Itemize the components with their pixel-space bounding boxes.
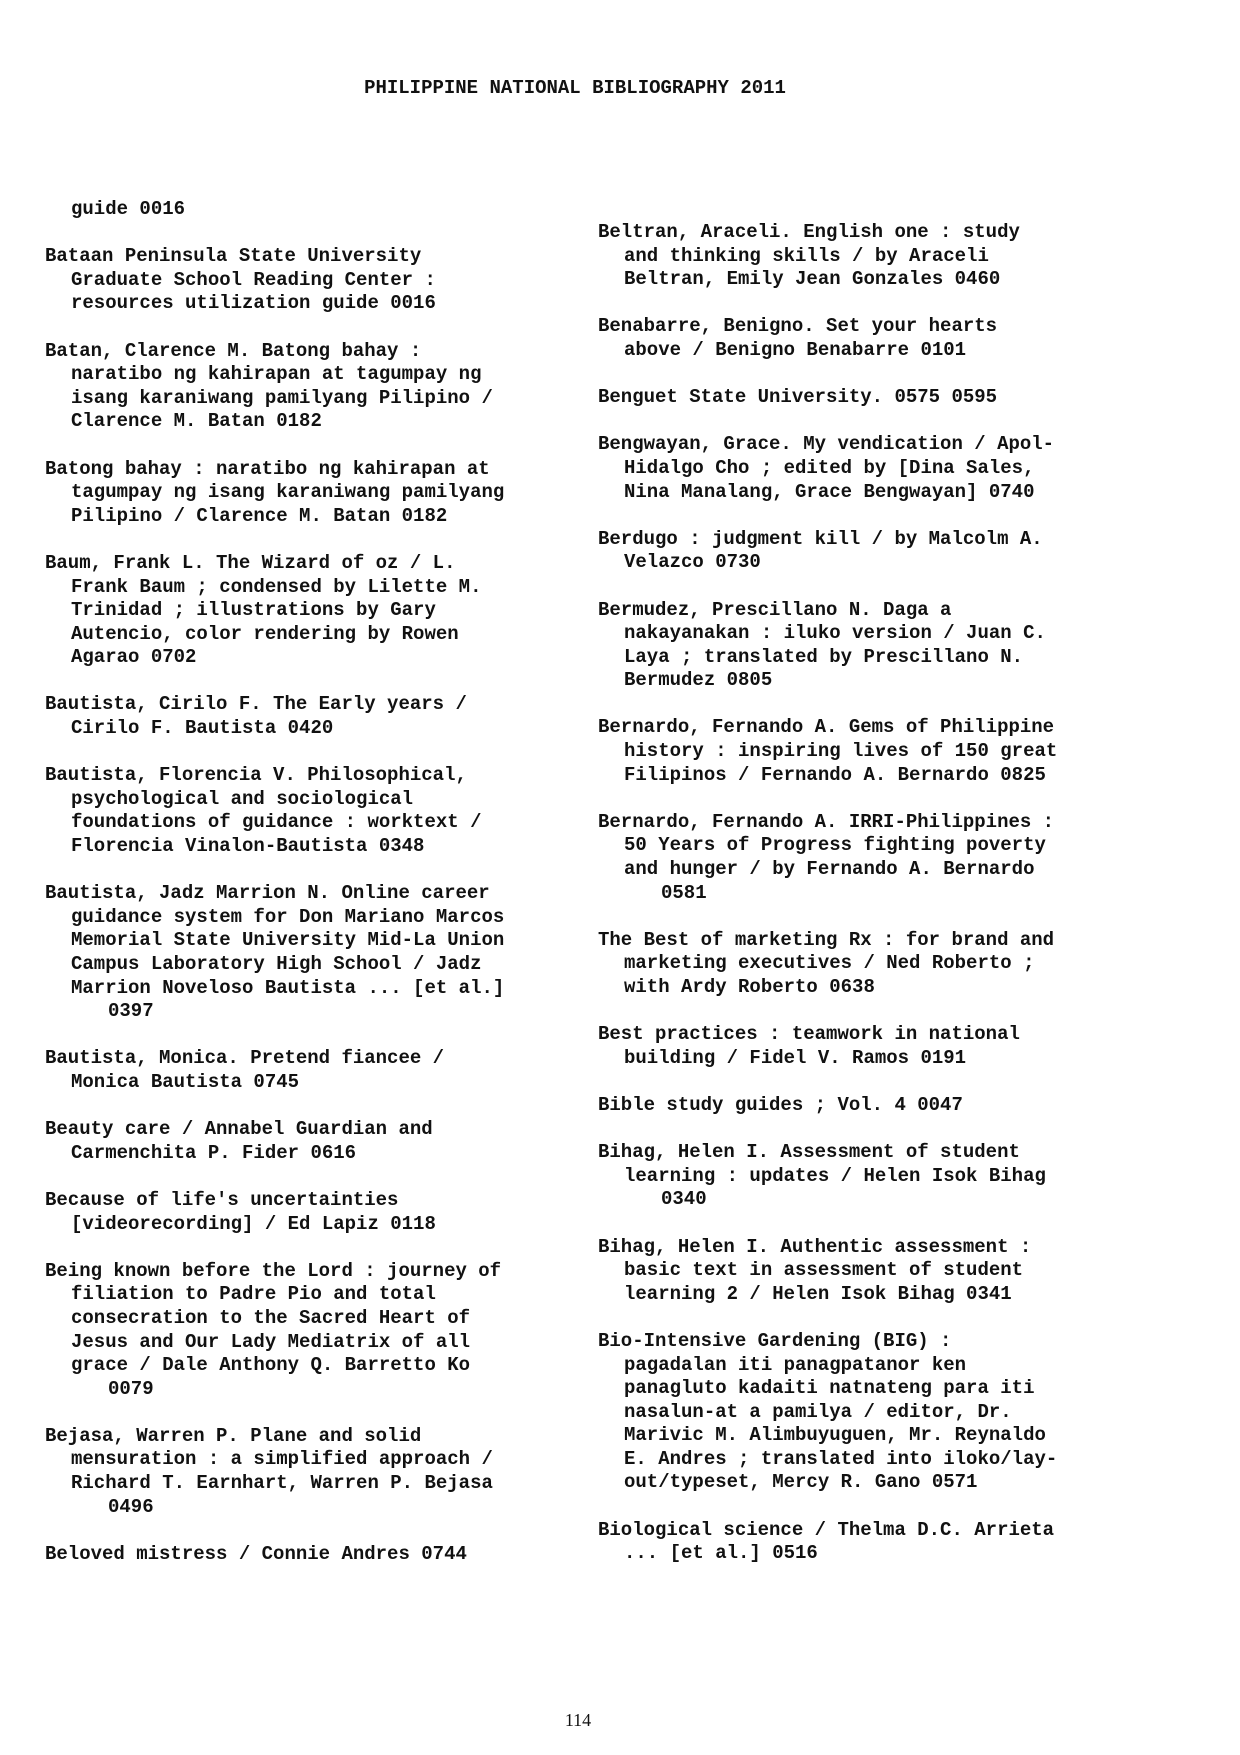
entry-line: mensuration : a simplified approach /: [71, 1448, 493, 1471]
entry-line: Bautista, Cirilo F. The Early years /: [45, 693, 467, 716]
bibliography-entry: [45, 1425, 600, 1519]
entry-line: Bermudez 0805: [624, 669, 773, 692]
entry-line: Marrion Noveloso Bautista ... [et al.]: [71, 976, 505, 999]
entry-line: above / Benigno Benabarre 0101: [624, 338, 967, 361]
bibliography-entry: [598, 929, 1158, 1000]
entry-line: 0496: [108, 1495, 154, 1518]
entry-line: Laya ; translated by Prescillano N.: [624, 645, 1024, 668]
entry-line: Bernardo, Fernando A. Gems of Philippine: [598, 716, 1055, 739]
entry-line: and thinking skills / by Araceli: [624, 244, 989, 267]
bibliography-entry: [598, 528, 1158, 575]
entry-line: tagumpay ng isang karaniwang pamilyang: [71, 481, 505, 504]
bibliography-entry: [45, 458, 600, 529]
entry-line: basic text in assessment of student: [624, 1259, 1024, 1282]
entry-line: Bataan Peninsula State University: [45, 245, 422, 268]
entry-line: grace / Dale Anthony Q. Barretto Ko: [71, 1354, 471, 1377]
entry-line: panagluto kadaiti natnateng para iti: [624, 1377, 1035, 1400]
entry-line: Being known before the Lord : journey of: [45, 1259, 502, 1282]
entry-line: with Ardy Roberto 0638: [624, 976, 875, 998]
bibliography-entry: [598, 811, 1158, 905]
bibliography-entry: [598, 1023, 1158, 1070]
bibliography-entry: [45, 1189, 600, 1236]
bibliography-entry: [598, 315, 1158, 362]
entry-line: Beloved mistress / Connie Andres 0744: [45, 1542, 467, 1565]
bibliography-entry: [598, 599, 1158, 693]
bibliography-entry: [598, 1141, 1158, 1212]
entry-line: isang karaniwang pamilyang Pilipino /: [71, 386, 493, 409]
entry-line: Because of life's uncertainties: [45, 1188, 399, 1211]
entry-line: Bautista, Jadz Marrion N. Online career: [45, 882, 490, 905]
entry-line: The Best of marketing Rx : for brand and: [598, 928, 1055, 951]
entry-line: 0340: [661, 1188, 707, 1211]
entry-line: Bihag, Helen I. Assessment of student: [598, 1141, 1020, 1164]
left-column: [45, 198, 600, 1590]
entry-line: Biological science / Thelma D.C. Arrieta: [598, 1518, 1055, 1541]
entry-line: Frank Baum ; condensed by Lilette M.: [71, 575, 482, 598]
bibliography-entry: [598, 1236, 1158, 1307]
entry-line: Monica Bautista 0745: [71, 1070, 300, 1093]
bibliography-entry: [598, 433, 1158, 504]
entry-line: and hunger / by Fernando A. Bernardo: [624, 858, 1035, 881]
entry-line: pagadalan iti panagpatanor ken: [624, 1353, 967, 1376]
entry-line: [videorecording] / Ed Lapiz 0118: [71, 1212, 436, 1235]
entry-line: naratibo ng kahirapan at tagumpay ng: [71, 363, 482, 386]
entry-line: filiation to Padre Pio and total: [71, 1283, 436, 1306]
bibliography-entry: [45, 693, 600, 740]
entry-line: Benabarre, Benigno. Set your hearts: [598, 315, 998, 338]
entry-line: Baum, Frank L. The Wizard of oz / L.: [45, 551, 456, 574]
entry-line: guidance system for Don Mariano Marcos: [71, 905, 505, 928]
entry-line: Beltran, Araceli. English one : study: [598, 221, 1020, 243]
entry-line: consecration to the Sacred Heart of: [71, 1306, 471, 1329]
entry-line: E. Andres ; translated into iloko/lay-: [624, 1447, 1058, 1470]
bibliography-entry: [45, 1260, 600, 1402]
bibliography-entry: [598, 716, 1158, 787]
entry-line: resources utilization guide 0016: [71, 292, 436, 315]
entry-line: Jesus and Our Lady Mediatrix of all: [71, 1330, 471, 1353]
entry-line: Bautista, Monica. Pretend fiancee /: [45, 1047, 445, 1070]
bibliography-entry: [598, 1519, 1158, 1566]
entry-line: guide 0016: [71, 198, 186, 220]
bibliography-entry: [45, 198, 600, 222]
entry-line: Carmenchita P. Fider 0616: [71, 1141, 357, 1164]
entry-line: Hidalgo Cho ; edited by [Dina Sales,: [624, 456, 1035, 479]
entry-line: Bautista, Florencia V. Philosophical,: [45, 764, 467, 787]
entry-line: 0581: [661, 881, 707, 904]
entry-line: Bio-Intensive Gardening (BIG) :: [598, 1329, 952, 1352]
entry-line: Filipinos / Fernando A. Bernardo 0825: [624, 763, 1046, 786]
entry-line: Agarao 0702: [71, 646, 197, 669]
entry-line: Bernardo, Fernando A. IRRI-Philippines :: [598, 810, 1055, 833]
entry-line: Berdugo : judgment kill / by Malcolm A.: [598, 527, 1043, 550]
entry-line: psychological and sociological: [71, 787, 414, 810]
entry-line: Florencia Vinalon-Bautista 0348: [71, 835, 425, 858]
bibliography-entry: [45, 1543, 600, 1567]
bibliography-entry: [598, 1330, 1158, 1495]
entry-line: learning : updates / Helen Isok Bihag: [624, 1164, 1046, 1187]
bibliography-entry: [45, 764, 600, 858]
entry-line: Graduate School Reading Center :: [71, 268, 436, 291]
page-header: PHILIPPINE NATIONAL BIBLIOGRAPHY 2011: [364, 77, 786, 99]
entry-line: history : inspiring lives of 150 great: [624, 740, 1058, 763]
entry-line: learning 2 / Helen Isok Bihag 0341: [624, 1282, 1012, 1305]
bibliography-entry: [45, 245, 600, 316]
entry-line: ... [et al.] 0516: [624, 1542, 818, 1565]
entry-line: Batan, Clarence M. Batong bahay :: [45, 339, 422, 362]
entry-line: Cirilo F. Bautista 0420: [71, 717, 334, 740]
bibliography-entry: [598, 1094, 1158, 1118]
entry-line: Best practices : teamwork in national: [598, 1023, 1020, 1046]
entry-line: Batong bahay : naratibo ng kahirapan at: [45, 457, 490, 480]
entry-line: nasalun-at a pamilya / editor, Dr.: [624, 1400, 1012, 1423]
entry-line: Beltran, Emily Jean Gonzales 0460: [624, 268, 1001, 291]
entry-line: Campus Laboratory High School / Jadz: [71, 953, 482, 975]
bibliography-entry: [598, 386, 1158, 410]
entry-line: 0397: [108, 1000, 154, 1023]
bibliography-entry: [45, 882, 600, 1024]
entry-line: Pilipino / Clarence M. Batan 0182: [71, 504, 448, 527]
entry-line: Richard T. Earnhart, Warren P. Bejasa: [71, 1472, 493, 1495]
entry-line: Benguet State University. 0575 0595: [598, 386, 998, 409]
bibliography-entry: [598, 221, 1158, 292]
entry-line: out/typeset, Mercy R. Gano 0571: [624, 1471, 978, 1494]
entry-line: Bengwayan, Grace. My vendication / Apol-: [598, 433, 1055, 456]
bibliography-entry: [45, 340, 600, 434]
entry-line: Memorial State University Mid-La Union: [71, 929, 505, 952]
entry-line: building / Fidel V. Ramos 0191: [624, 1046, 967, 1069]
right-column: [598, 221, 1158, 1589]
entry-line: Marivic M. Alimbuyuguen, Mr. Reynaldo: [624, 1424, 1046, 1447]
entry-line: foundations of guidance : worktext /: [71, 811, 482, 834]
bibliography-entry: [45, 1047, 600, 1094]
entry-line: nakayanakan : iluko version / Juan C.: [624, 622, 1046, 645]
bibliography-entry: [45, 552, 600, 670]
entry-line: Autencio, color rendering by Rowen: [71, 622, 459, 645]
entry-line: Bihag, Helen I. Authentic assessment :: [598, 1235, 1032, 1258]
page-number: 114: [564, 1710, 592, 1730]
entry-line: Bible study guides ; Vol. 4 0047: [598, 1093, 963, 1116]
entry-line: Trinidad ; illustrations by Gary: [71, 599, 436, 622]
bibliography-entry: [45, 1118, 600, 1165]
entry-line: Beauty care / Annabel Guardian and: [45, 1118, 433, 1141]
entry-line: Velazco 0730: [624, 551, 761, 574]
entry-line: Nina Manalang, Grace Bengwayan] 0740: [624, 480, 1035, 503]
entry-line: 0079: [108, 1377, 154, 1400]
entry-line: Bejasa, Warren P. Plane and solid: [45, 1424, 422, 1447]
entry-line: Clarence M. Batan 0182: [71, 410, 322, 433]
entry-line: marketing executives / Ned Roberto ;: [624, 952, 1035, 975]
entry-line: 50 Years of Progress fighting poverty: [624, 834, 1046, 857]
entry-line: Bermudez, Prescillano N. Daga a: [598, 598, 952, 621]
